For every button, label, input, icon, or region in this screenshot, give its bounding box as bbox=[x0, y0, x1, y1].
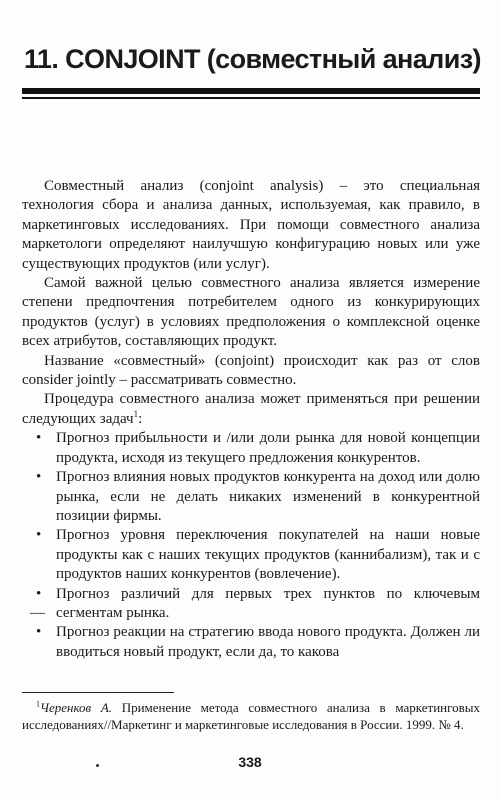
paragraph-definition: Совместный анализ (conjoint analysis) – это специальная технология сбора и анализа данных, используемая, как правило, в маркетинговых исследованиях. При помощи совместного анализа маркетологи определяют наилучшую конфигурацию новых или уже существующих продуктов (или услуг). bbox=[22, 178, 480, 272]
task-list-item bbox=[22, 468, 480, 526]
task-text: Прогноз различий для первых трех пунктов по ключевым сегментам рынка. bbox=[56, 585, 480, 621]
task-list-item bbox=[22, 623, 480, 662]
task-list-item bbox=[22, 526, 480, 584]
task-intro-colon: : bbox=[138, 410, 143, 427]
chapter-title: 11. CONJOINT (совместный анализ) bbox=[24, 44, 481, 74]
bullet-icon: • bbox=[36, 624, 42, 641]
footnote bbox=[22, 699, 480, 733]
bullet-icon: • bbox=[36, 585, 42, 602]
task-text: Прогноз уровня переключения покупателей на наши новые продукты как с наших текущих продуктов (каннибализм), так и с продуктов наших конкурентов (вовлечение). bbox=[56, 527, 480, 583]
page-number: 338 bbox=[238, 754, 262, 770]
task-text: Прогноз реакции на стратегию ввода нового продукта. Должен ли вводиться новый продукт, если да, то какова bbox=[56, 624, 480, 660]
footnote-author: Черенков А. bbox=[40, 700, 113, 715]
paragraph-task-intro bbox=[22, 390, 480, 429]
footnote-mark: 1 bbox=[36, 699, 40, 709]
paragraph-name-origin: Название «совместный» (conjoint) происходит как раз от слов consider jointly – рассматривать совместно. bbox=[22, 352, 480, 389]
footnote-text-block bbox=[22, 699, 480, 733]
footnote-divider bbox=[22, 692, 174, 693]
bullet-icon: • bbox=[36, 469, 42, 486]
task-intro-text: Процедура совместного анализа может применяться при решении следующих задач bbox=[22, 391, 480, 427]
body-text bbox=[22, 177, 480, 662]
bullet-icon: • bbox=[36, 527, 42, 544]
paragraph-goal: Самой важной целью совместного анализа является измерение степени предпочтения потребителем одного из конкурирующих продуктов (услуг) в условиях предположения о комплексной оценке всех атрибутов, составляющих продукт. bbox=[22, 275, 480, 350]
margin-dash-mark: — bbox=[30, 604, 45, 621]
footnote-reference: 1 bbox=[133, 408, 139, 419]
task-list-item bbox=[22, 585, 480, 624]
task-text: Прогноз влияния новых продуктов конкурента на доход или долю рынка, если не делать никаких изменений в конкурентной позиции фирмы. bbox=[56, 469, 480, 524]
task-list bbox=[22, 429, 480, 662]
task-text: Прогноз прибыльности и /или доли рынка для новой концепции продукта, исходя из текущего предложения конкурентов. bbox=[56, 430, 480, 466]
title-rule-thin bbox=[22, 97, 480, 99]
bullet-icon: • bbox=[36, 430, 42, 447]
footnote-citation: Применение метода совместного анализа в маркетинговых исследованиях//Маркетинг и маркетинговые исследования в России. 1999. № 4. bbox=[22, 700, 481, 732]
task-list-item bbox=[22, 429, 480, 468]
title-rule-thick bbox=[22, 88, 480, 94]
